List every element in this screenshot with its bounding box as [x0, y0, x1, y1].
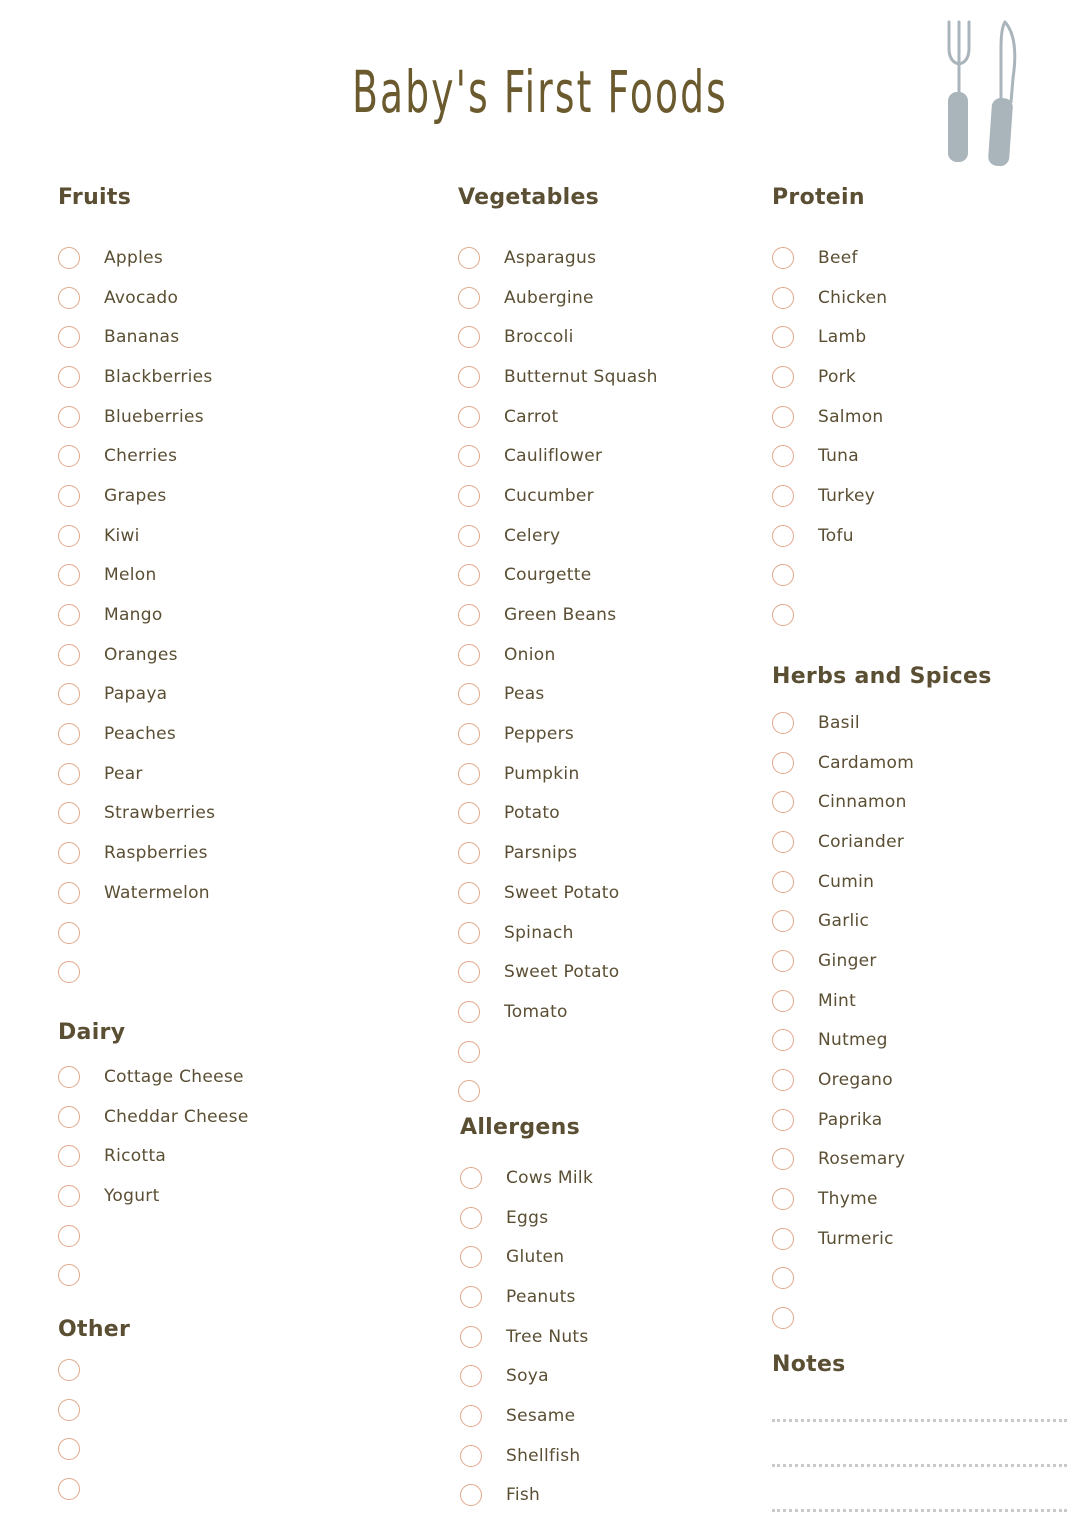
other-list — [58, 1350, 130, 1509]
fruit-item — [58, 357, 215, 397]
checkbox-circle[interactable] — [58, 1185, 80, 1207]
checkbox-circle[interactable] — [58, 961, 80, 983]
vegetable-item — [458, 794, 658, 834]
vegetable-label: Butternut Squash — [504, 366, 658, 387]
herb-label: Nutmeg — [818, 1030, 888, 1051]
vegetable-label: Celery — [504, 525, 561, 546]
protein-heading: Protein — [772, 185, 865, 210]
vegetable-item — [458, 913, 658, 953]
notes-section — [772, 1345, 846, 1385]
vegetable-item — [458, 833, 658, 873]
checkbox-circle[interactable] — [458, 247, 480, 269]
vegetable-item — [458, 714, 658, 754]
vegetable-empty-item — [458, 1032, 658, 1072]
vegetable-label: Courgette — [504, 565, 592, 586]
protein-item — [772, 476, 887, 516]
checkbox-circle[interactable] — [772, 406, 794, 428]
vegetable-label: Peas — [504, 684, 545, 705]
vegetable-item — [458, 556, 658, 596]
herb-label: Cumin — [818, 871, 875, 892]
allergen-item — [460, 1237, 593, 1277]
fruit-label: Strawberries — [104, 803, 216, 824]
fruit-item — [58, 635, 215, 675]
checkbox-circle[interactable] — [772, 871, 794, 893]
fruit-item — [58, 516, 215, 556]
checkbox-circle[interactable] — [58, 1066, 80, 1088]
vegetable-label: Aubergine — [504, 287, 594, 308]
checkbox-circle[interactable] — [460, 1167, 482, 1189]
checkbox-circle[interactable] — [458, 406, 480, 428]
checkbox-circle[interactable] — [772, 950, 794, 972]
notes-line[interactable] — [772, 1419, 1067, 1422]
checkbox-circle[interactable] — [458, 366, 480, 388]
protein-item — [772, 278, 887, 318]
checkbox-circle[interactable] — [460, 1365, 482, 1387]
checkbox-circle[interactable] — [58, 326, 80, 348]
checkbox-circle[interactable] — [772, 1069, 794, 1091]
checkbox-circle[interactable] — [458, 445, 480, 467]
vegetable-item — [458, 278, 658, 318]
vegetables-section — [458, 178, 658, 1111]
allergen-label: Soya — [506, 1366, 549, 1387]
fruits-section — [58, 178, 215, 992]
protein-label: Pork — [818, 366, 857, 387]
protein-label: Lamb — [818, 327, 867, 348]
checkbox-circle[interactable] — [458, 485, 480, 507]
other-heading: Other — [58, 1317, 131, 1342]
herb-item — [772, 941, 992, 981]
vegetable-item — [458, 675, 658, 715]
allergen-label: Sesame — [506, 1405, 576, 1426]
checkbox-circle[interactable] — [458, 922, 480, 944]
checkbox-circle[interactable] — [772, 525, 794, 547]
fruit-item — [58, 556, 215, 596]
allergen-label: Cows Milk — [506, 1167, 594, 1188]
checkbox-circle[interactable] — [458, 644, 480, 666]
dairy-heading: Dairy — [58, 1020, 126, 1045]
checkbox-circle[interactable] — [460, 1326, 482, 1348]
vegetable-item — [458, 992, 658, 1032]
checkbox-circle[interactable] — [58, 1264, 80, 1286]
vegetable-label: Broccoli — [504, 327, 574, 348]
allergen-item — [460, 1476, 593, 1516]
vegetable-label: Carrot — [504, 406, 559, 427]
fruit-item — [58, 833, 215, 873]
allergen-item — [460, 1317, 593, 1357]
vegetable-label: Sweet Potato — [504, 882, 620, 903]
dairy-empty-item — [58, 1216, 249, 1256]
vegetable-item — [458, 873, 658, 913]
protein-item — [772, 317, 887, 357]
checkbox-circle[interactable] — [58, 922, 80, 944]
fork-and-knife-icon — [935, 18, 1025, 168]
fruit-empty-item — [58, 952, 215, 992]
fruit-item — [58, 754, 215, 794]
fruit-label: Apples — [104, 247, 164, 268]
other-empty-item — [58, 1429, 130, 1469]
checkbox-circle[interactable] — [772, 1267, 794, 1289]
protein-label: Tofu — [818, 525, 854, 546]
vegetable-item — [458, 238, 658, 278]
allergens-section — [460, 1108, 593, 1515]
checkbox-circle[interactable] — [458, 723, 480, 745]
fruit-item — [58, 675, 215, 715]
checkbox-circle[interactable] — [458, 802, 480, 824]
fruit-label: Pear — [104, 763, 143, 784]
checkbox-circle[interactable] — [772, 1307, 794, 1329]
fruit-label: Raspberries — [104, 843, 208, 864]
vegetable-item — [458, 754, 658, 794]
checkbox-circle[interactable] — [772, 445, 794, 467]
herb-item — [772, 1219, 992, 1259]
herb-item — [772, 782, 992, 822]
herb-item — [772, 703, 992, 743]
checkbox-circle[interactable] — [458, 1041, 480, 1063]
vegetable-label: Peppers — [504, 724, 575, 745]
notes-line[interactable] — [772, 1464, 1067, 1467]
checkbox-circle[interactable] — [458, 326, 480, 348]
allergen-item — [460, 1198, 593, 1238]
protein-label: Beef — [818, 247, 858, 268]
checkbox-circle[interactable] — [460, 1207, 482, 1229]
vegetable-label: Spinach — [504, 922, 574, 943]
checkbox-circle[interactable] — [458, 882, 480, 904]
checkbox-circle[interactable] — [458, 1080, 480, 1102]
herb-empty-item — [772, 1298, 992, 1338]
herb-item — [772, 981, 992, 1021]
herb-empty-item — [772, 1259, 992, 1299]
vegetable-item — [458, 436, 658, 476]
fruit-label: Watermelon — [104, 882, 210, 903]
vegetable-label: Onion — [504, 644, 556, 665]
checkbox-circle[interactable] — [58, 1359, 80, 1381]
vegetables-heading: Vegetables — [458, 185, 600, 210]
dairy-label: Ricotta — [104, 1146, 167, 1167]
fruit-item — [58, 794, 215, 834]
vegetable-item — [458, 476, 658, 516]
checkbox-circle[interactable] — [772, 752, 794, 774]
checkbox-circle[interactable] — [58, 1106, 80, 1128]
checkbox-circle[interactable] — [772, 910, 794, 932]
checkbox-circle[interactable] — [458, 961, 480, 983]
checkbox-circle[interactable] — [460, 1445, 482, 1467]
checkbox-circle[interactable] — [58, 723, 80, 745]
vegetable-item — [458, 952, 658, 992]
allergen-item — [460, 1277, 593, 1317]
checkbox-circle[interactable] — [58, 525, 80, 547]
checkbox-circle[interactable] — [458, 525, 480, 547]
checkbox-circle[interactable] — [458, 604, 480, 626]
herbs-section — [772, 657, 992, 1338]
dairy-item — [58, 1176, 249, 1216]
checkbox-circle[interactable] — [58, 366, 80, 388]
herb-item — [772, 1179, 992, 1219]
checkbox-circle[interactable] — [58, 604, 80, 626]
allergen-item — [460, 1158, 593, 1198]
allergen-label: Gluten — [506, 1247, 565, 1268]
checkbox-circle[interactable] — [772, 990, 794, 1012]
allergens-heading: Allergens — [460, 1115, 581, 1140]
notes-line[interactable] — [772, 1509, 1067, 1512]
dairy-label: Yogurt — [104, 1185, 160, 1206]
vegetable-item — [458, 397, 658, 437]
checkbox-circle[interactable] — [58, 644, 80, 666]
fruit-empty-item — [58, 913, 215, 953]
checkbox-circle[interactable] — [58, 1478, 80, 1500]
checkbox-circle[interactable] — [460, 1484, 482, 1506]
herb-label: Mint — [818, 990, 857, 1011]
dairy-section — [58, 1013, 249, 1295]
checkbox-circle[interactable] — [58, 287, 80, 309]
checkbox-circle[interactable] — [458, 763, 480, 785]
fruit-item — [58, 317, 215, 357]
checkbox-circle[interactable] — [772, 1148, 794, 1170]
vegetable-label: Parsnips — [504, 843, 578, 864]
checkbox-circle[interactable] — [58, 882, 80, 904]
fruit-label: Melon — [104, 565, 157, 586]
vegetable-item — [458, 317, 658, 357]
herb-item — [772, 822, 992, 862]
vegetable-item — [458, 516, 658, 556]
vegetable-empty-item — [458, 1071, 658, 1111]
protein-label: Turkey — [818, 485, 876, 506]
protein-label: Salmon — [818, 406, 884, 427]
vegetables-list — [458, 238, 658, 1111]
dairy-label: Cheddar Cheese — [104, 1106, 249, 1127]
protein-empty-item — [772, 556, 887, 596]
checkbox-circle[interactable] — [460, 1405, 482, 1427]
herb-label: Oregano — [818, 1070, 893, 1091]
protein-item — [772, 238, 887, 278]
notes-heading: Notes — [772, 1352, 846, 1377]
herb-label: Rosemary — [818, 1149, 906, 1170]
checkbox-circle[interactable] — [58, 683, 80, 705]
allergen-label: Tree Nuts — [506, 1326, 589, 1347]
dairy-item — [58, 1097, 249, 1137]
checkbox-circle[interactable] — [458, 1001, 480, 1023]
other-section — [58, 1310, 130, 1509]
other-empty-item — [58, 1390, 130, 1430]
checkbox-circle[interactable] — [58, 1438, 80, 1460]
fruit-item — [58, 595, 215, 635]
herb-label: Basil — [818, 712, 860, 733]
fruit-item — [58, 238, 215, 278]
allergen-label: Shellfish — [506, 1445, 581, 1466]
fruit-label: Bananas — [104, 327, 180, 348]
checkbox-circle[interactable] — [58, 1399, 80, 1421]
allergen-item — [460, 1396, 593, 1436]
vegetable-item — [458, 635, 658, 675]
checkbox-circle[interactable] — [58, 445, 80, 467]
fruit-label: Papaya — [104, 684, 168, 705]
herb-label: Garlic — [818, 911, 870, 932]
vegetable-label: Pumpkin — [504, 763, 580, 784]
other-empty-item — [58, 1350, 130, 1390]
herb-label: Ginger — [818, 950, 877, 971]
allergen-label: Fish — [506, 1485, 541, 1506]
checkbox-circle[interactable] — [772, 831, 794, 853]
vegetable-item — [458, 357, 658, 397]
fruit-label: Grapes — [104, 485, 167, 506]
fruit-item — [58, 714, 215, 754]
checkbox-circle[interactable] — [458, 564, 480, 586]
dairy-list — [58, 1057, 249, 1295]
checkbox-circle[interactable] — [460, 1286, 482, 1308]
checkbox-circle[interactable] — [58, 485, 80, 507]
fruit-label: Kiwi — [104, 525, 140, 546]
checkbox-circle[interactable] — [772, 247, 794, 269]
checkbox-circle[interactable] — [58, 564, 80, 586]
checkbox-circle[interactable] — [772, 712, 794, 734]
allergen-label: Eggs — [506, 1207, 549, 1228]
fruit-item — [58, 278, 215, 318]
fruit-label: Avocado — [104, 287, 179, 308]
checkbox-circle[interactable] — [58, 1145, 80, 1167]
fruit-label: Oranges — [104, 644, 178, 665]
herb-item — [772, 1100, 992, 1140]
vegetable-label: Tomato — [504, 1001, 568, 1022]
checkbox-circle[interactable] — [458, 683, 480, 705]
fruit-item — [58, 873, 215, 913]
allergen-item — [460, 1356, 593, 1396]
other-empty-item — [58, 1469, 130, 1509]
checkbox-circle[interactable] — [772, 287, 794, 309]
checkbox-circle[interactable] — [772, 791, 794, 813]
checkbox-circle[interactable] — [458, 287, 480, 309]
allergens-list — [460, 1158, 593, 1515]
vegetable-label: Potato — [504, 803, 560, 824]
checkbox-circle[interactable] — [772, 1109, 794, 1131]
checkbox-circle[interactable] — [58, 763, 80, 785]
protein-item — [772, 436, 887, 476]
protein-empty-item — [772, 595, 887, 635]
fruit-item — [58, 397, 215, 437]
vegetable-label: Cucumber — [504, 485, 594, 506]
fruit-item — [58, 436, 215, 476]
herb-item — [772, 1140, 992, 1180]
fruit-label: Cherries — [104, 446, 178, 467]
page-title: Baby's First Foods — [352, 58, 728, 126]
protein-item — [772, 516, 887, 556]
herb-item — [772, 1060, 992, 1100]
protein-list — [772, 238, 887, 635]
checkbox-circle[interactable] — [772, 1188, 794, 1210]
vegetable-label: Cauliflower — [504, 446, 603, 467]
vegetable-label: Asparagus — [504, 247, 597, 268]
checkbox-circle[interactable] — [460, 1246, 482, 1268]
herb-label: Turmeric — [818, 1228, 894, 1249]
protein-section — [772, 178, 887, 635]
checkbox-circle[interactable] — [772, 604, 794, 626]
herbs-list — [772, 703, 992, 1338]
vegetable-item — [458, 595, 658, 635]
fruits-heading: Fruits — [58, 185, 132, 210]
herb-label: Thyme — [818, 1189, 878, 1210]
herb-label: Coriander — [818, 831, 905, 852]
protein-item — [772, 357, 887, 397]
vegetable-label: Sweet Potato — [504, 962, 620, 983]
fruit-label: Peaches — [104, 724, 177, 745]
checkbox-circle[interactable] — [772, 366, 794, 388]
protein-item — [772, 397, 887, 437]
dairy-empty-item — [58, 1255, 249, 1295]
checkbox-circle[interactable] — [58, 247, 80, 269]
allergen-label: Peanuts — [506, 1286, 576, 1307]
protein-label: Tuna — [818, 446, 859, 467]
checkbox-circle[interactable] — [58, 406, 80, 428]
checkbox-circle[interactable] — [58, 842, 80, 864]
vegetable-label: Green Beans — [504, 605, 617, 626]
fruit-label: Blackberries — [104, 366, 213, 387]
herbs-heading: Herbs and Spices — [772, 664, 992, 689]
checkbox-circle[interactable] — [772, 1228, 794, 1250]
herb-label: Cardamom — [818, 752, 915, 773]
fruit-label: Blueberries — [104, 406, 204, 427]
checkbox-circle[interactable] — [772, 1029, 794, 1051]
allergen-item — [460, 1436, 593, 1476]
protein-label: Chicken — [818, 287, 888, 308]
herb-item — [772, 1021, 992, 1061]
checkbox-circle[interactable] — [458, 842, 480, 864]
herb-item — [772, 901, 992, 941]
herb-item — [772, 743, 992, 783]
checkbox-circle[interactable] — [58, 1225, 80, 1247]
checkbox-circle[interactable] — [772, 326, 794, 348]
herb-label: Paprika — [818, 1109, 883, 1130]
checkbox-circle[interactable] — [772, 564, 794, 586]
herb-item — [772, 862, 992, 902]
checkbox-circle[interactable] — [772, 485, 794, 507]
checkbox-circle[interactable] — [58, 802, 80, 824]
herb-label: Cinnamon — [818, 792, 907, 813]
fruit-item — [58, 476, 215, 516]
dairy-item — [58, 1057, 249, 1097]
fruit-label: Mango — [104, 605, 163, 626]
dairy-label: Cottage Cheese — [104, 1066, 244, 1087]
fruits-list — [58, 238, 215, 992]
dairy-item — [58, 1136, 249, 1176]
